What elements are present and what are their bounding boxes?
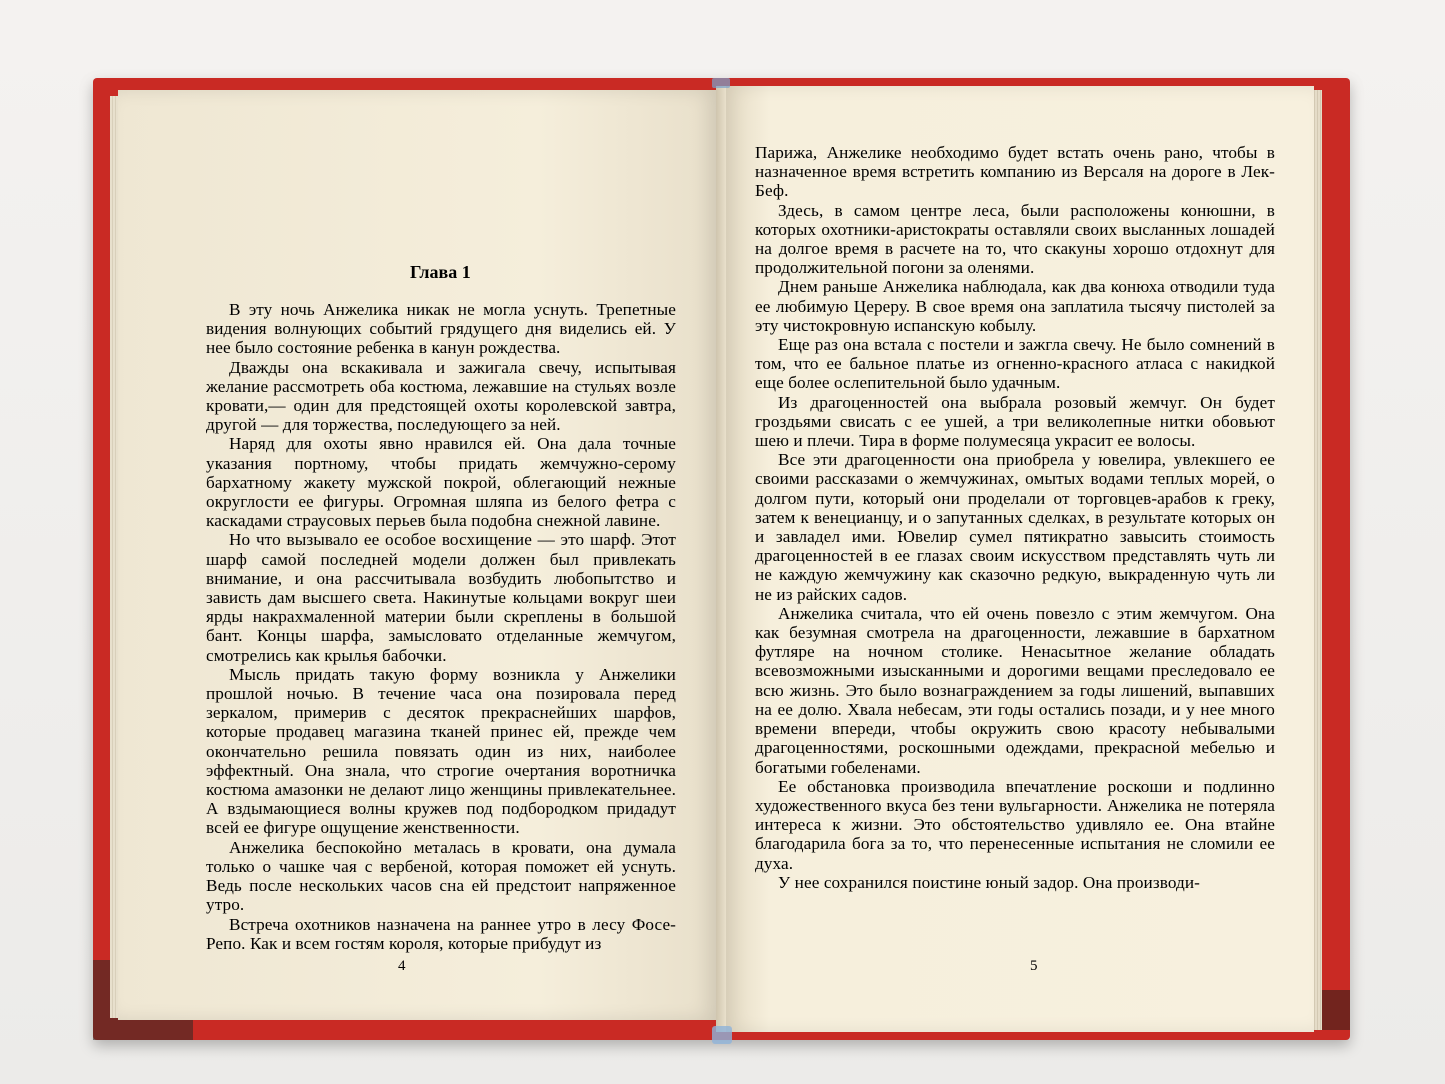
- left-page-text: [206, 300, 676, 953]
- paragraph: Дважды она вскакивала и зажигала свечу, испытывая желание рассмотреть оба костюма, лежавшие на стульях возле кровати,— один для предстоящей охоты королевской завтра, другой — для торжества, последующего за ней.: [206, 357, 676, 435]
- book-gutter: [716, 86, 726, 1032]
- paragraph: Но что вызывало ее особое восхищение — это шарф. Этот шарф самой последней модели должен был привлекать внимание, и она рассчитывала возбудить любопытство и зависть дам высшего света. Накинутые кольцами вокруг шеи ярды накрахмаленной материи были скреплены в большой бант. Концы шарфа, замысловато отделанные жемчугом, смотрелись как крылья бабочки.: [206, 530, 676, 665]
- paragraph: Из драгоценностей она выбрала розовый жемчуг. Он будет гроздьями свисать с ее ушей, а три великолепные нитки обовьют шею и плечи. Тира в форме полумесяца украсит ее волосы.: [755, 392, 1275, 451]
- page-number-left: 4: [398, 958, 406, 974]
- paragraph: Наряд для охоты явно нравился ей. Она дала точные указания портному, чтобы придать жемчужно-серому бархатному жакету мужской покрой, облегающий нежные округлости ее фигуры. Огромная шляпа из белого фетра с каскадами страусовых перьев была подобна снежной лавине.: [206, 434, 676, 531]
- paragraph: Парижа, Анжелике необходимо будет встать очень рано, чтобы в назначенное время встретить компанию из Версаля на дороге в Лек-Беф.: [755, 143, 1275, 201]
- paragraph: Ее обстановка производила впечатление роскоши и подлинно художественного вкуса без тени вульгарности. Анжелика не потеряла интереса к жизни. Это обстоятельство удивляло ее. Она втайне благодарила бога за то, что перенесенные испытания не сломили ее духа.: [755, 776, 1275, 873]
- paragraph: Здесь, в самом центре леса, были расположены конюшни, в которых охотники-аристократы оставляли своих высланных лошадей на долгое время в расчете на то, что скакуны хорошо отдохнут для продолжительной погони за оленями.: [755, 200, 1275, 278]
- paragraph: Анжелика считала, что ей очень повезло с этим жемчугом. Она как безумная смотрела на драгоценности, лежавшие в бархатном футляре на ночном столике. Ненасытное желание обладать всевозможными изысканными и дорогими вещами преследовало ее всю жизнь. Это было вознаграждением за годы лишений, выпавших на ее долю. Хвала небесам, эти годы остались позади, и у нее много времени впереди, чтобы окружить свою красоту небывалыми драгоценностями, роскошными одеждами, прекрасной мебелью и богатыми гобеленами.: [755, 603, 1275, 777]
- bookmark-ribbon-bottom: [712, 1026, 732, 1044]
- paragraph: У нее сохранился поистине юный задор. Она производи-: [778, 872, 1200, 892]
- paragraph: Еще раз она встала с постели и зажгла свечу. Не было сомнений в том, что ее бальное платье из огненно-красного атласа с накидкой еще более ослепительной было удачным.: [755, 335, 1275, 393]
- right-page-text: [755, 143, 1275, 892]
- bookmark-ribbon-top: [712, 78, 730, 88]
- paragraph: В эту ночь Анжелика никак не могла уснуть. Трепетные видения волнующих событий грядущего дня виделись ей. У нее было состояние ребенка в канун рождества.: [206, 300, 676, 358]
- paragraph: Мысль придать такую форму возникла у Анжелики прошлой ночью. В течение часа она позировала перед зеркалом, примерив с десяток прекраснейших шарфов, которые продавец магазина тканей принес ей, прежде чем окончательно решила повязать один из них, наиболее эффектный. Она знала, что строгие очертания воротничка костюма амазонки не делают лицо женщины привлекательнее. А вздымающиеся волны кружев под подбородком придадут всей ее фигуре ощущение женственности.: [206, 664, 676, 838]
- paragraph: Встреча охотников назначена на раннее утро в лесу Фосе-Репо. Как и всем гостям короля, которые прибудут из: [206, 914, 676, 953]
- paragraph: Днем раньше Анжелика наблюдала, как два конюха отводили туда ее любимую Цереру. В свое время она заплатила тысячу пистолей за эту чистокровную испанскую кобылу.: [755, 277, 1275, 335]
- page-number-right: 5: [1030, 958, 1038, 974]
- paragraph: Анжелика беспокойно металась в кровати, она думала только о чашке чая с вербеной, которая поможет ей уснуть. Ведь после нескольких часов сна ей предстоит напряженное утро.: [206, 837, 676, 915]
- chapter-title: Глава 1: [410, 262, 471, 282]
- paragraph: Все эти драгоценности она приобрела у ювелира, увлекшего ее своими рассказами о жемчужинах, омытых водами теплых морей, о долгом пути, который они проделали от торговцев-арабов к греку, затем к венецианцу, и о запутанных сделках, в результате которых он и завладел ими. Ювелир сумел пятикратно завысить стоимость драгоценностей в ее глазах своим искусством представлять чуть ли не каждую жемчужину как сказочно редкую, выкраденную чуть ли не из райских садов.: [755, 450, 1275, 604]
